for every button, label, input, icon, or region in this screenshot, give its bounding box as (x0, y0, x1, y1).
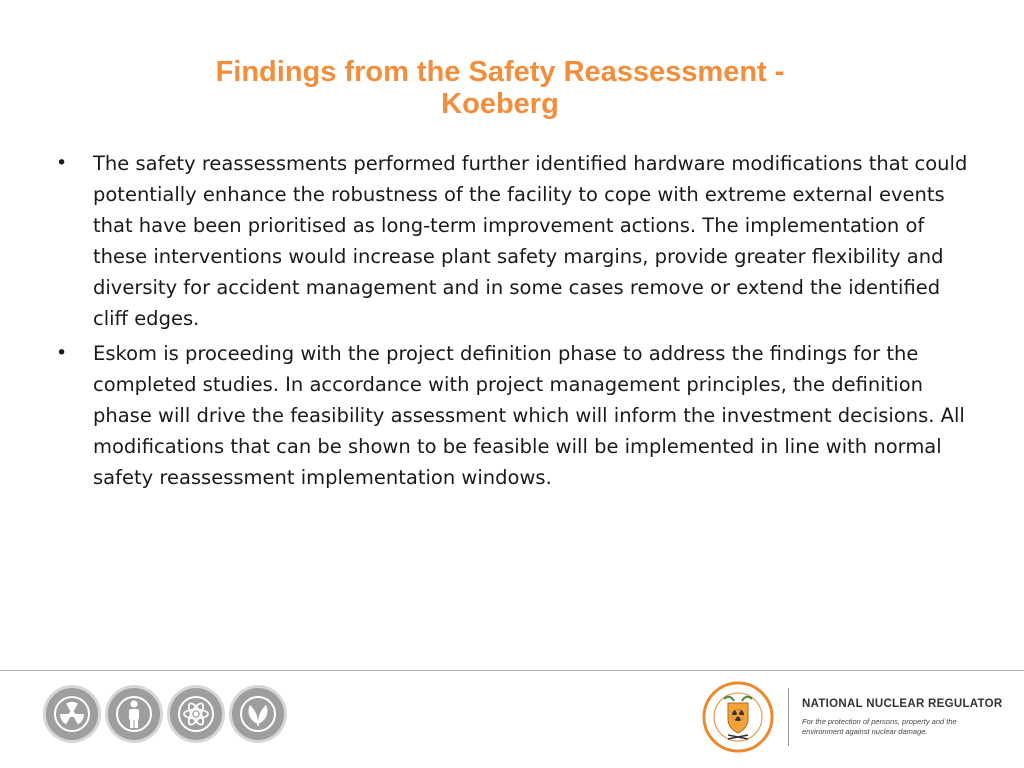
radiation-icon (46, 688, 98, 740)
leaf-icon (232, 688, 284, 740)
bullet-item-1 (0, 148, 973, 334)
org-name: NATIONAL NUCLEAR REGULATOR (802, 698, 1003, 710)
logo-divider (788, 688, 789, 746)
bullet-item-2 (0, 338, 973, 493)
slide-title (100, 56, 900, 120)
slide-title-line-2: Koeberg (441, 88, 559, 120)
bullet-text: The safety reassessments performed further identified hardware modifications that could potentially enhance the robustness of the facility to cope with extreme external events that have been prioritised as long-term improvement actions. The implementation of these interventions would increase plant safety margins, provide greater flexibility and diversity for accident management and in some cases remove or extend the identified cliff edges. (93, 152, 968, 330)
person-icon (108, 688, 160, 740)
atom-icon (170, 688, 222, 740)
org-tagline: For the protection of persons, property and the environment against nuclear damage. (802, 717, 957, 736)
bullet-list (0, 148, 1024, 497)
slide-title-line-1: Findings from the Safety Reassessment - (215, 56, 785, 88)
bullet-text: Eskom is proceeding with the project definition phase to address the findings for the completed studies. In accordance with project management principles, the definition phase will drive the feasibility assessment which will inform the investment decisions. All modifications that can be shown to be feasible will be implemented in line with normal safety reassessment implementation windows. (93, 342, 965, 489)
nnr-seal-logo (702, 681, 774, 753)
footer-divider (0, 670, 1024, 671)
footer-icon-row (46, 688, 284, 744)
bullet-marker: • (56, 342, 68, 364)
bullet-marker: • (56, 152, 68, 174)
